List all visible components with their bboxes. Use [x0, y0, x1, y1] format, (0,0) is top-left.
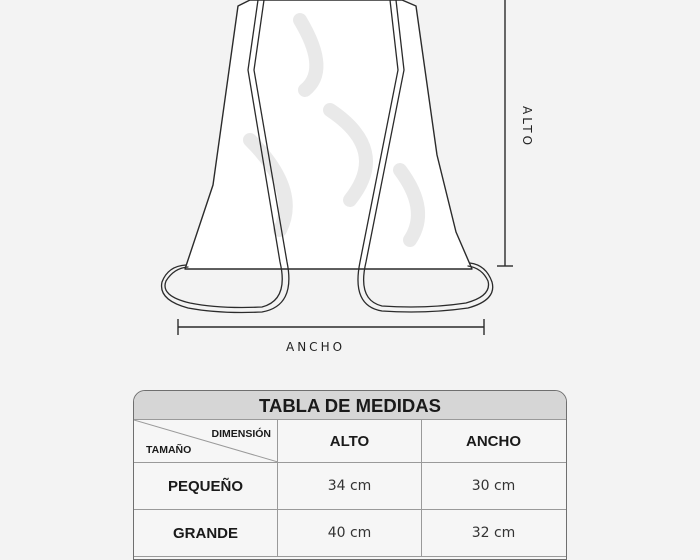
corner-header-cell	[134, 420, 278, 462]
bag-body	[185, 0, 472, 269]
size-table	[133, 390, 567, 560]
column-header-alto: ALTO	[278, 420, 422, 462]
row-alto-value: 40 cm	[278, 510, 422, 556]
corner-label-dimension: DIMENSIÓN	[211, 428, 271, 440]
table-header-row	[134, 420, 566, 463]
column-header-ancho: ANCHO	[466, 432, 521, 450]
width-dimension-line	[178, 319, 484, 335]
row-ancho-value: 30 cm	[471, 478, 516, 494]
table-row	[134, 463, 566, 510]
row-alto-value: 34 cm	[278, 463, 422, 509]
height-dimension-line	[497, 0, 513, 266]
row-ancho-value: 32 cm	[471, 525, 516, 541]
height-label: ALTO	[520, 106, 534, 149]
corner-label-size: TAMAÑO	[146, 444, 192, 456]
table-title: TABLA DE MEDIDAS	[134, 391, 566, 420]
width-label: ANCHO	[286, 340, 346, 354]
table-row	[134, 510, 566, 557]
row-size-label: PEQUEÑO	[134, 463, 278, 509]
row-size-label: GRANDE	[134, 510, 278, 556]
